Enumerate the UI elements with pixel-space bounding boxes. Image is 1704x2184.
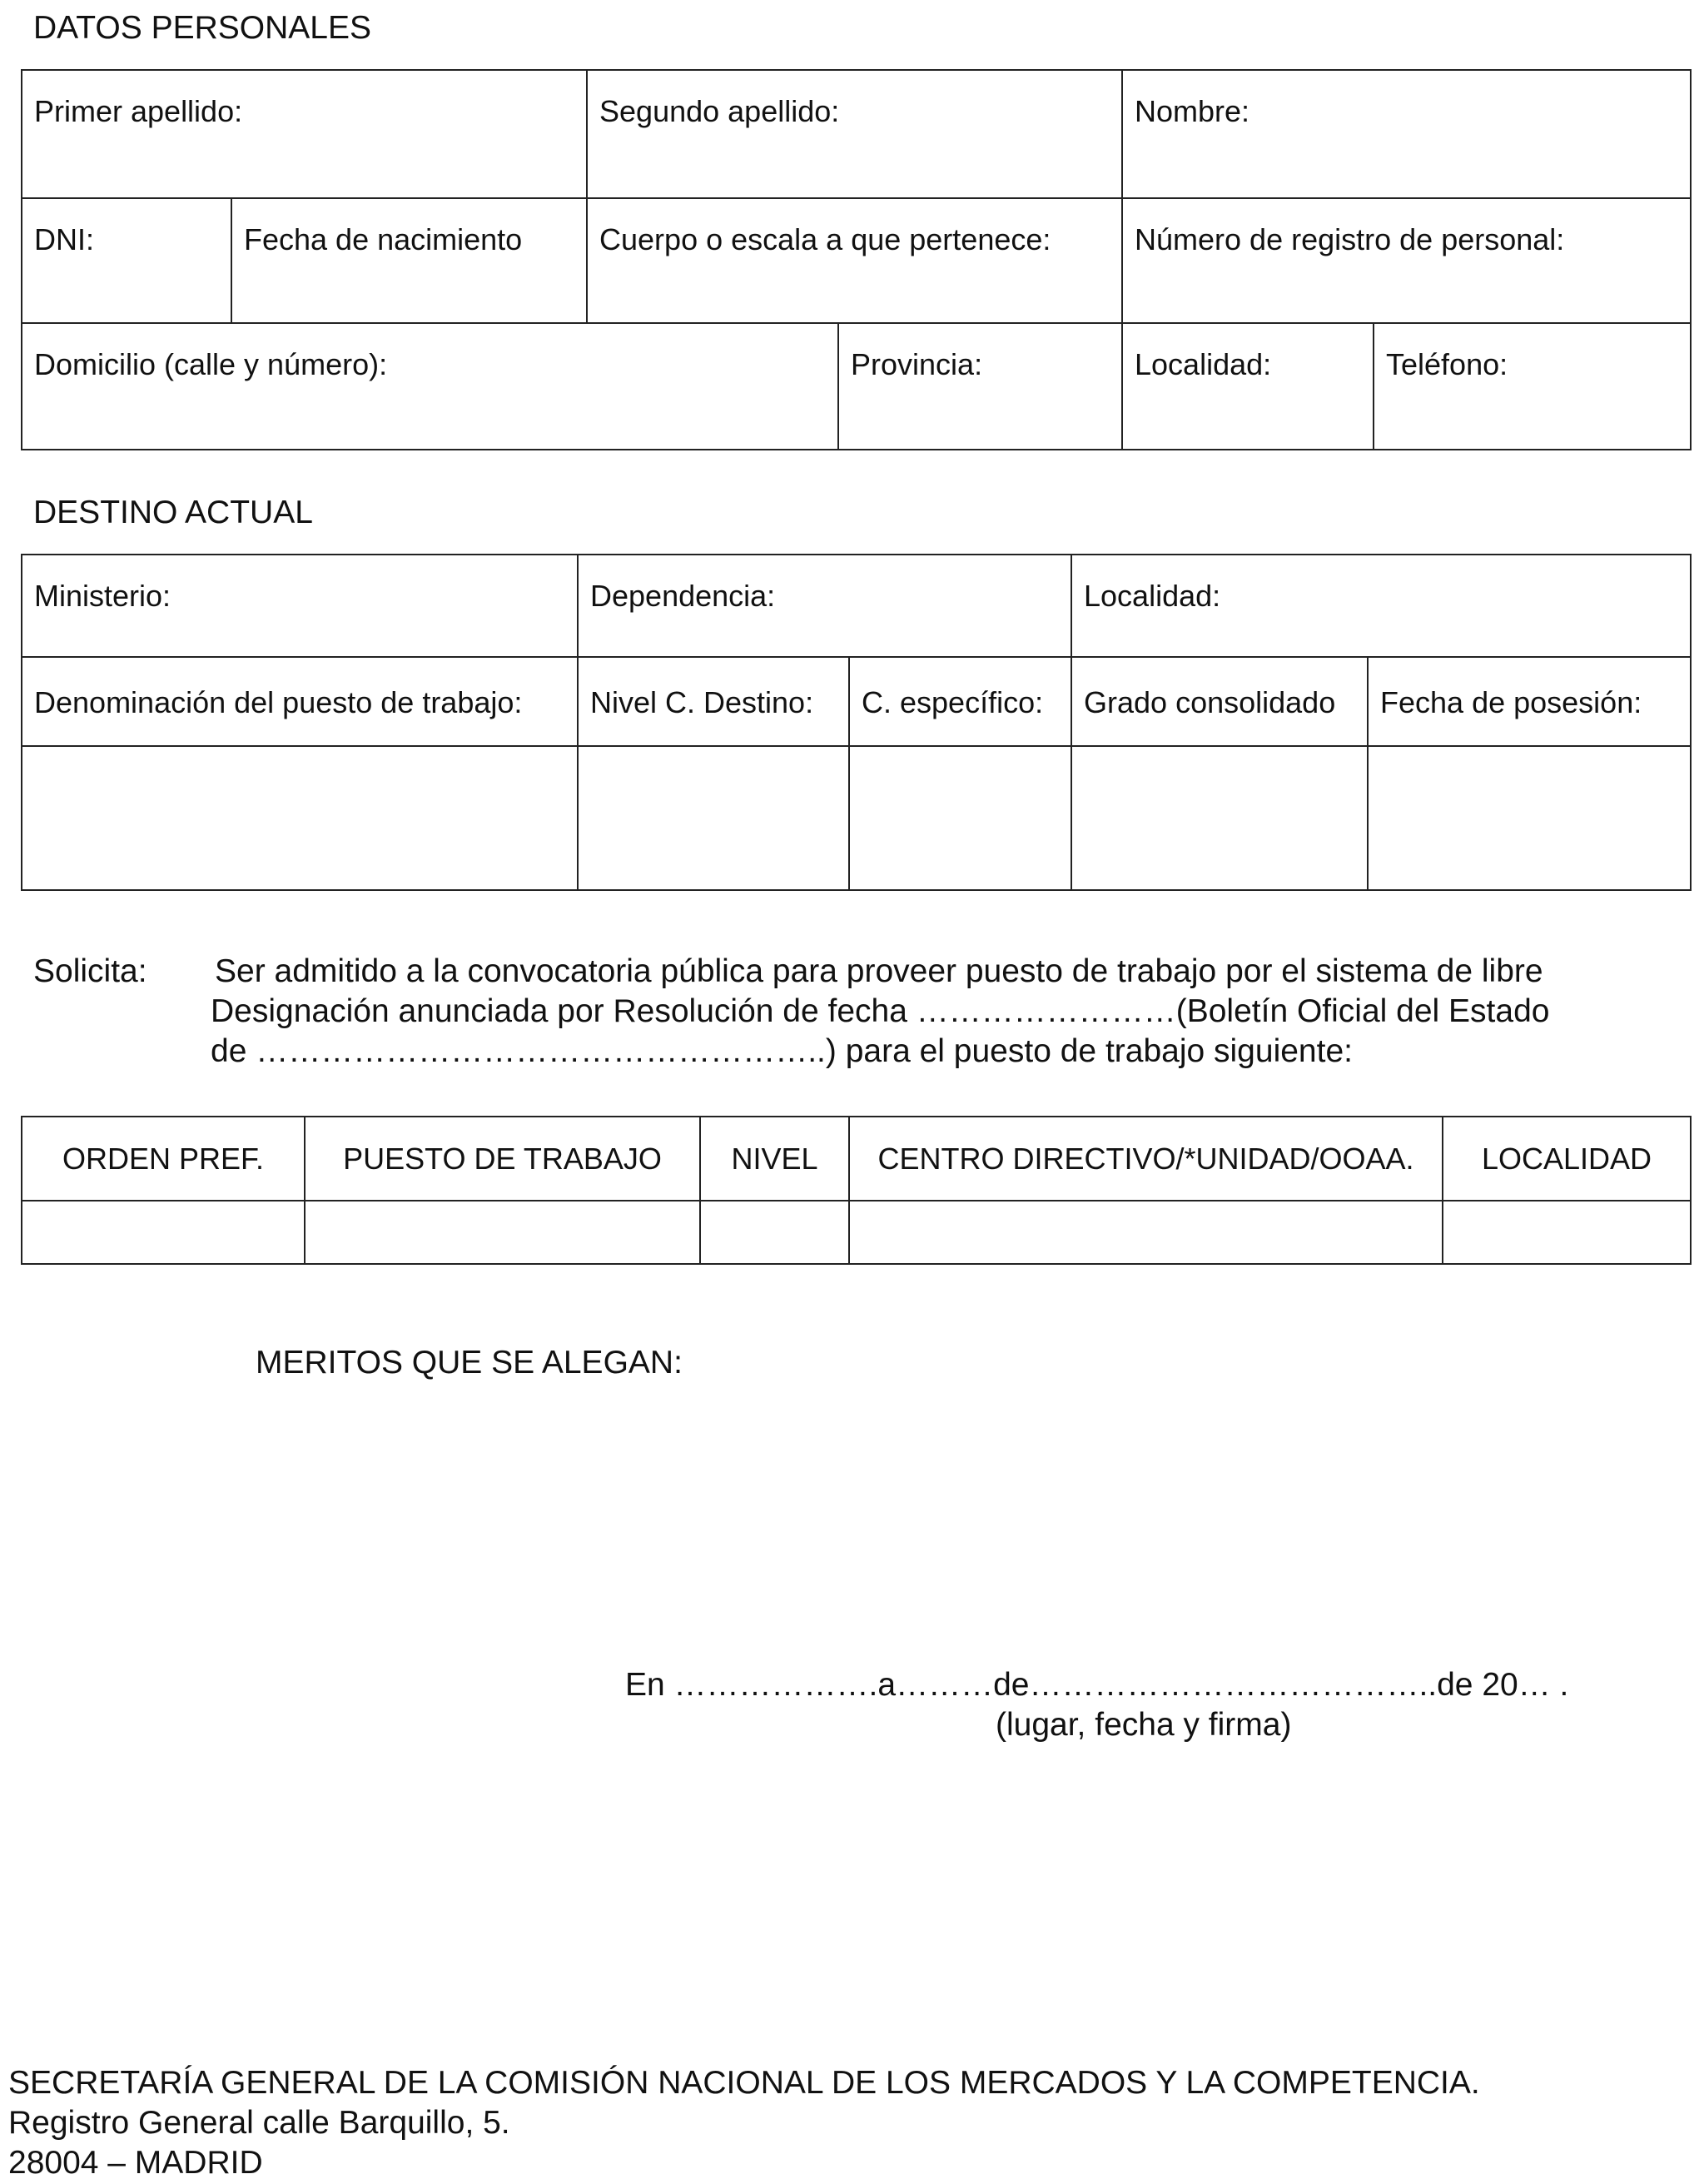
footer-address: Registro General calle Barquillo, 5. xyxy=(8,2105,510,2141)
c-especifico-label: C. específico: xyxy=(849,657,1071,746)
primer-apellido-field[interactable]: Primer apellido: xyxy=(22,70,587,198)
denominacion-puesto-label: Denominación del puesto de trabajo: xyxy=(22,657,578,746)
footer-organization: SECRETARÍA GENERAL DE LA COMISIÓN NACIONAL DE LOS MERCADOS Y LA COMPETENCIA. xyxy=(8,2065,1480,2101)
footer-city: 28004 – MADRID xyxy=(8,2145,263,2181)
header-localidad: LOCALIDAD xyxy=(1443,1117,1691,1201)
domicilio-field[interactable]: Domicilio (calle y número): xyxy=(22,323,838,450)
destino-actual-table xyxy=(21,554,1692,891)
cuerpo-escala-field[interactable]: Cuerpo o escala a que pertenece: xyxy=(587,198,1122,323)
meritos-heading: MERITOS QUE SE ALEGAN: xyxy=(256,1345,683,1381)
preferences-row xyxy=(22,1201,1691,1264)
section-title-datos-personales: DATOS PERSONALES xyxy=(33,10,372,46)
meritos-area[interactable] xyxy=(256,1399,1671,1649)
nombre-field[interactable]: Nombre: xyxy=(1122,70,1691,198)
nivel-input[interactable] xyxy=(700,1201,849,1264)
preferences-header-row xyxy=(22,1117,1691,1201)
telefono-field[interactable]: Teléfono: xyxy=(1374,323,1691,450)
localidad-destino-field[interactable]: Localidad: xyxy=(1071,555,1691,657)
header-orden-pref: ORDEN PREF. xyxy=(22,1117,305,1201)
nivel-destino-input[interactable] xyxy=(578,746,849,890)
solicita-line-2: Designación anunciada por Resolución de fecha ……………………(Boletín Oficial del Estado xyxy=(211,993,1550,1029)
numero-registro-field[interactable]: Número de registro de personal: xyxy=(1122,198,1691,323)
header-nivel: NIVEL xyxy=(700,1117,849,1201)
denominacion-puesto-input[interactable] xyxy=(22,746,578,890)
solicita-label: Solicita: xyxy=(33,953,147,989)
signature-line: En ……………….a………de………………………………..de 20… . xyxy=(625,1667,1569,1703)
orden-pref-input[interactable] xyxy=(22,1201,305,1264)
fecha-posesion-label: Fecha de posesión: xyxy=(1368,657,1691,746)
localidad-pref-input[interactable] xyxy=(1443,1201,1691,1264)
preferences-table xyxy=(21,1116,1692,1265)
provincia-field[interactable]: Provincia: xyxy=(838,323,1122,450)
signature-caption: (lugar, fecha y firma) xyxy=(996,1707,1292,1743)
segundo-apellido-field[interactable]: Segundo apellido: xyxy=(587,70,1122,198)
header-puesto-trabajo: PUESTO DE TRABAJO xyxy=(305,1117,700,1201)
nivel-destino-label: Nivel C. Destino: xyxy=(578,657,849,746)
centro-directivo-input[interactable] xyxy=(849,1201,1443,1264)
ministerio-field[interactable]: Ministerio: xyxy=(22,555,578,657)
solicita-line-1: Ser admitido a la convocatoria pública para proveer puesto de trabajo por el sistema de libre xyxy=(215,953,1543,989)
dni-field[interactable]: DNI: xyxy=(22,198,231,323)
dependencia-field[interactable]: Dependencia: xyxy=(578,555,1071,657)
solicita-line-3: de ……………………………………………..) para el puesto de trabajo siguiente: xyxy=(211,1033,1353,1069)
datos-personales-table xyxy=(21,69,1692,450)
grado-consolidado-input[interactable] xyxy=(1071,746,1368,890)
localidad-field[interactable]: Localidad: xyxy=(1122,323,1374,450)
fecha-posesion-input[interactable] xyxy=(1368,746,1691,890)
fecha-nacimiento-field[interactable]: Fecha de nacimiento xyxy=(231,198,587,323)
grado-consolidado-label: Grado consolidado xyxy=(1071,657,1368,746)
puesto-trabajo-input[interactable] xyxy=(305,1201,700,1264)
header-centro-directivo: CENTRO DIRECTIVO/*UNIDAD/OOAA. xyxy=(849,1117,1443,1201)
c-especifico-input[interactable] xyxy=(849,746,1071,890)
section-title-destino-actual: DESTINO ACTUAL xyxy=(33,495,313,530)
